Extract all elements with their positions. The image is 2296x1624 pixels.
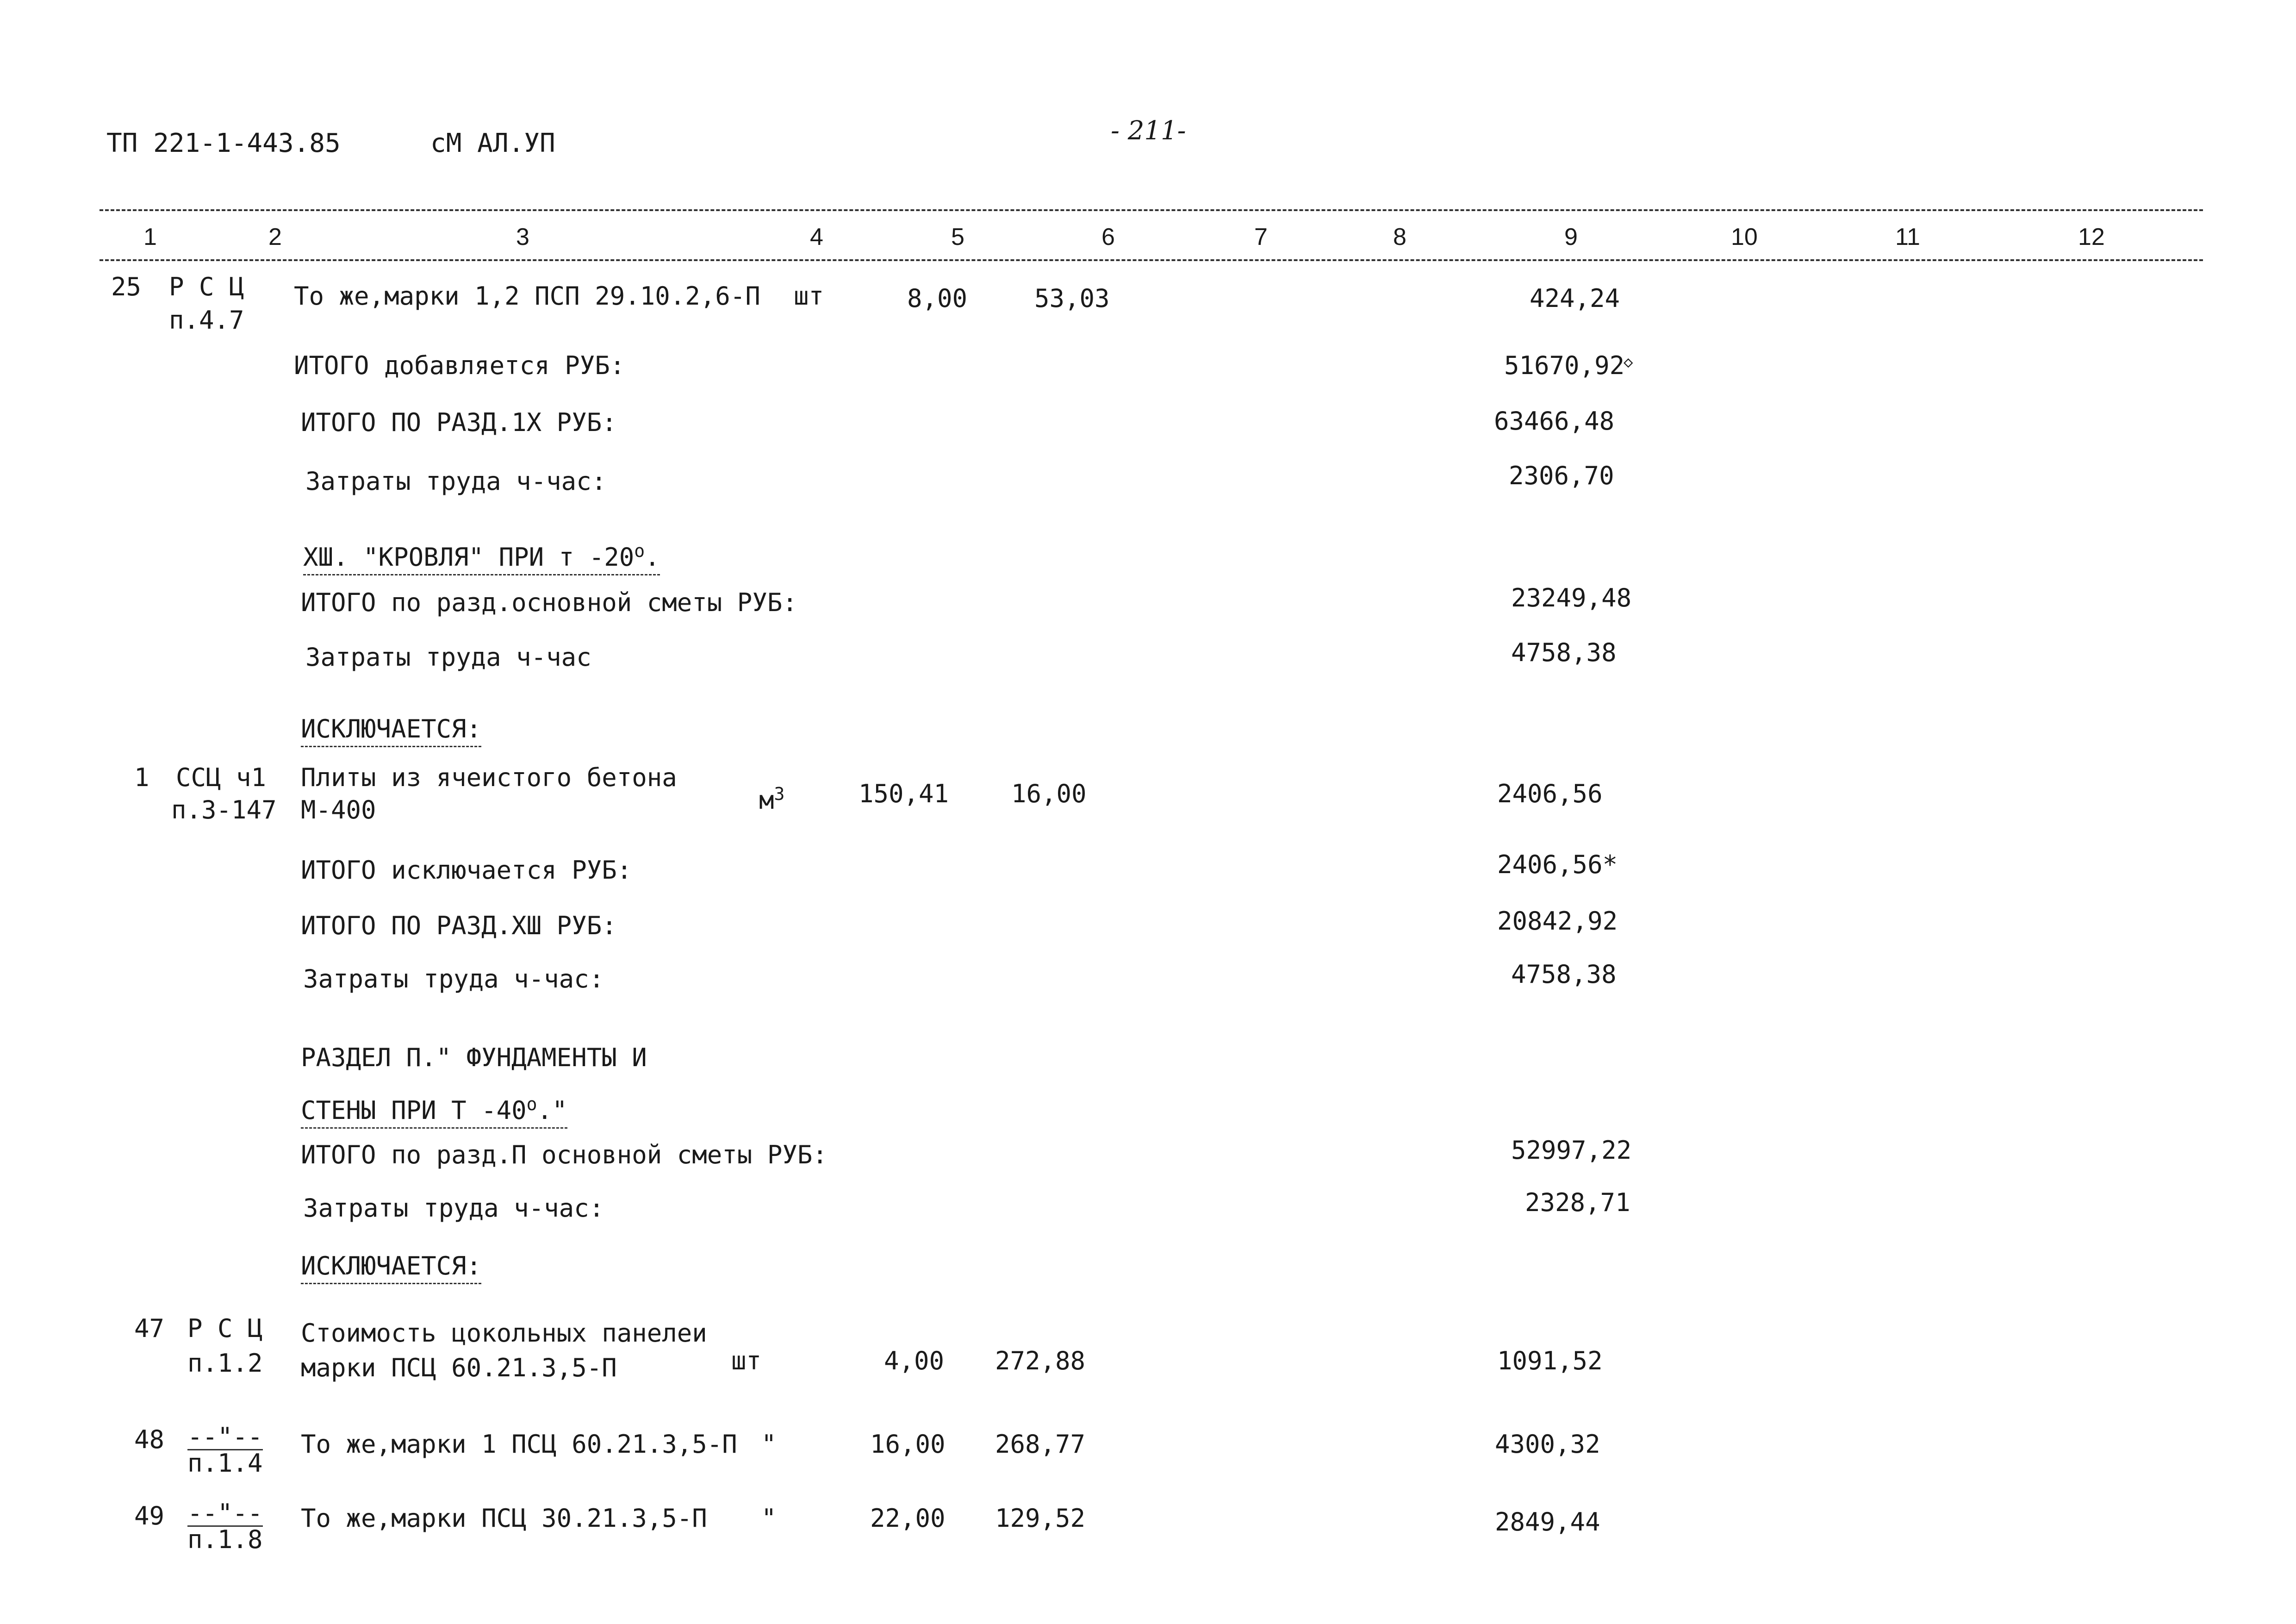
item-description: Стоимость цокольных панелеи xyxy=(301,1318,707,1348)
column-number: 9 xyxy=(1564,224,1578,250)
unit-price: 129,52 xyxy=(995,1504,1086,1533)
quantity: 4,00 xyxy=(884,1346,945,1375)
quantity: 22,00 xyxy=(870,1504,946,1533)
header-top-rule xyxy=(100,209,2203,211)
unit-ditto: " xyxy=(761,1504,777,1533)
summary-label: Затраты труда ч-час: xyxy=(303,964,604,993)
summary-label: ИТОГО ПО РАЗД.1Х РУБ: xyxy=(301,408,617,437)
column-number: 12 xyxy=(2078,224,2105,250)
item-description: То же,марки 1,2 ПСП 29.10.2,6-П xyxy=(294,281,760,311)
column-number: 4 xyxy=(810,224,823,250)
section-title-line2: СТЕНЫ ПРИ Т $-40^о$." xyxy=(301,1090,567,1129)
quantity: 8,00 xyxy=(907,284,968,313)
summary-label: ИТОГО по разд.П основной сметы РУБ: xyxy=(301,1140,828,1169)
summary-value: 2406,56* xyxy=(1497,850,1618,879)
price-code: Р С Ц xyxy=(187,1314,263,1343)
price-code-clause: п.1.2 xyxy=(187,1349,263,1378)
price-code: ССЦ ч1 xyxy=(176,763,267,792)
quantity: 16,00 xyxy=(870,1430,946,1459)
summary-label: ИТОГО исключается РУБ: xyxy=(301,856,632,885)
quantity: 150,41 xyxy=(859,779,949,808)
column-number: 5 xyxy=(951,224,964,250)
column-number: 10 xyxy=(1731,224,1758,250)
header-bottom-rule xyxy=(100,259,2203,261)
summary-value: 52997,22 xyxy=(1511,1136,1632,1165)
price-code-ditto: --"-- п.1.8 xyxy=(187,1499,263,1554)
summary-label: Затраты труда ч-час xyxy=(305,643,591,672)
unit-price: 16,00 xyxy=(1011,779,1087,808)
column-number: 1 xyxy=(143,224,157,250)
column-number: 8 xyxy=(1393,224,1406,250)
total: 4300,32 xyxy=(1495,1430,1600,1459)
excluded-heading: ИСКЛЮЧАЕТСЯ: xyxy=(301,715,481,747)
album-code: сМ АЛ.УП xyxy=(430,128,555,158)
price-code: Р С Ц xyxy=(169,272,244,301)
excluded-heading: ИСКЛЮЧАЕТСЯ: xyxy=(301,1252,481,1284)
item-description-line2: марки ПСЦ 60.21.3,5-П xyxy=(301,1353,617,1382)
item-number: 48 xyxy=(134,1425,165,1454)
price-code-clause: п.4.7 xyxy=(169,306,244,335)
column-number: 3 xyxy=(516,224,529,250)
total: 424,24 xyxy=(1530,284,1620,313)
item-number: 49 xyxy=(134,1501,165,1530)
summary-value: 4758,38 xyxy=(1511,960,1617,989)
summary-label: ИТОГО ПО РАЗД.ХШ РУБ: xyxy=(301,911,617,940)
unit: $м^3$ xyxy=(759,784,785,815)
unit-ditto: " xyxy=(761,1430,777,1459)
item-description: То же,марки 1 ПСЦ 60.21.3,5-П xyxy=(301,1430,737,1459)
item-description-line2: М-400 xyxy=(301,795,376,824)
item-description: То же,марки ПСЦ 30.21.3,5-П xyxy=(301,1504,707,1533)
unit: шт xyxy=(794,281,824,311)
unit: шт xyxy=(731,1346,762,1375)
total: 2406,56 xyxy=(1497,779,1603,808)
item-description: Плиты из ячеистого бетона xyxy=(301,763,677,792)
summary-value: 51670,92 xyxy=(1504,351,1625,380)
summary-label: ИТОГО по разд.основной сметы РУБ: xyxy=(301,588,797,617)
summary-label: Затраты труда ч-час: xyxy=(303,1193,604,1223)
summary-label: Затраты труда ч-час: xyxy=(305,467,607,496)
section-title: РАЗДЕЛ П." ФУНДАМЕНТЫ И xyxy=(301,1043,647,1072)
column-number: 11 xyxy=(1895,224,1920,250)
item-number: 47 xyxy=(134,1314,165,1343)
price-code-ditto: --"-- п.1.4 xyxy=(187,1422,263,1478)
column-number: 7 xyxy=(1254,224,1268,250)
total: 2849,44 xyxy=(1495,1507,1600,1537)
price-code-clause: п.3-147 xyxy=(171,795,277,824)
column-number: 2 xyxy=(268,224,282,250)
unit-price: 268,77 xyxy=(995,1430,1086,1459)
summary-value: 63466,48 xyxy=(1494,406,1615,436)
summary-value: 4758,38 xyxy=(1511,638,1617,667)
summary-value: 2306,70 xyxy=(1509,461,1614,490)
total: 1091,52 xyxy=(1497,1346,1603,1375)
unit-price: 53,03 xyxy=(1034,284,1110,313)
check-mark-icon: ◇ xyxy=(1624,353,1633,371)
summary-value: 23249,48 xyxy=(1511,583,1632,612)
page-number: - 211- xyxy=(1111,116,1186,146)
summary-value: 2328,71 xyxy=(1525,1188,1630,1217)
section-title: ХШ. "КРОВЛЯ" ПРИ т $-20^о$. xyxy=(303,537,660,575)
column-number: 6 xyxy=(1101,224,1115,250)
item-number: 25 xyxy=(111,272,142,301)
unit-price: 272,88 xyxy=(995,1346,1086,1375)
summary-value: 20842,92 xyxy=(1497,906,1618,936)
item-number: 1 xyxy=(134,763,149,792)
summary-label: ИТОГО добавляется РУБ: xyxy=(294,351,625,380)
document-code: ТП 221-1-443.85 xyxy=(106,128,341,158)
